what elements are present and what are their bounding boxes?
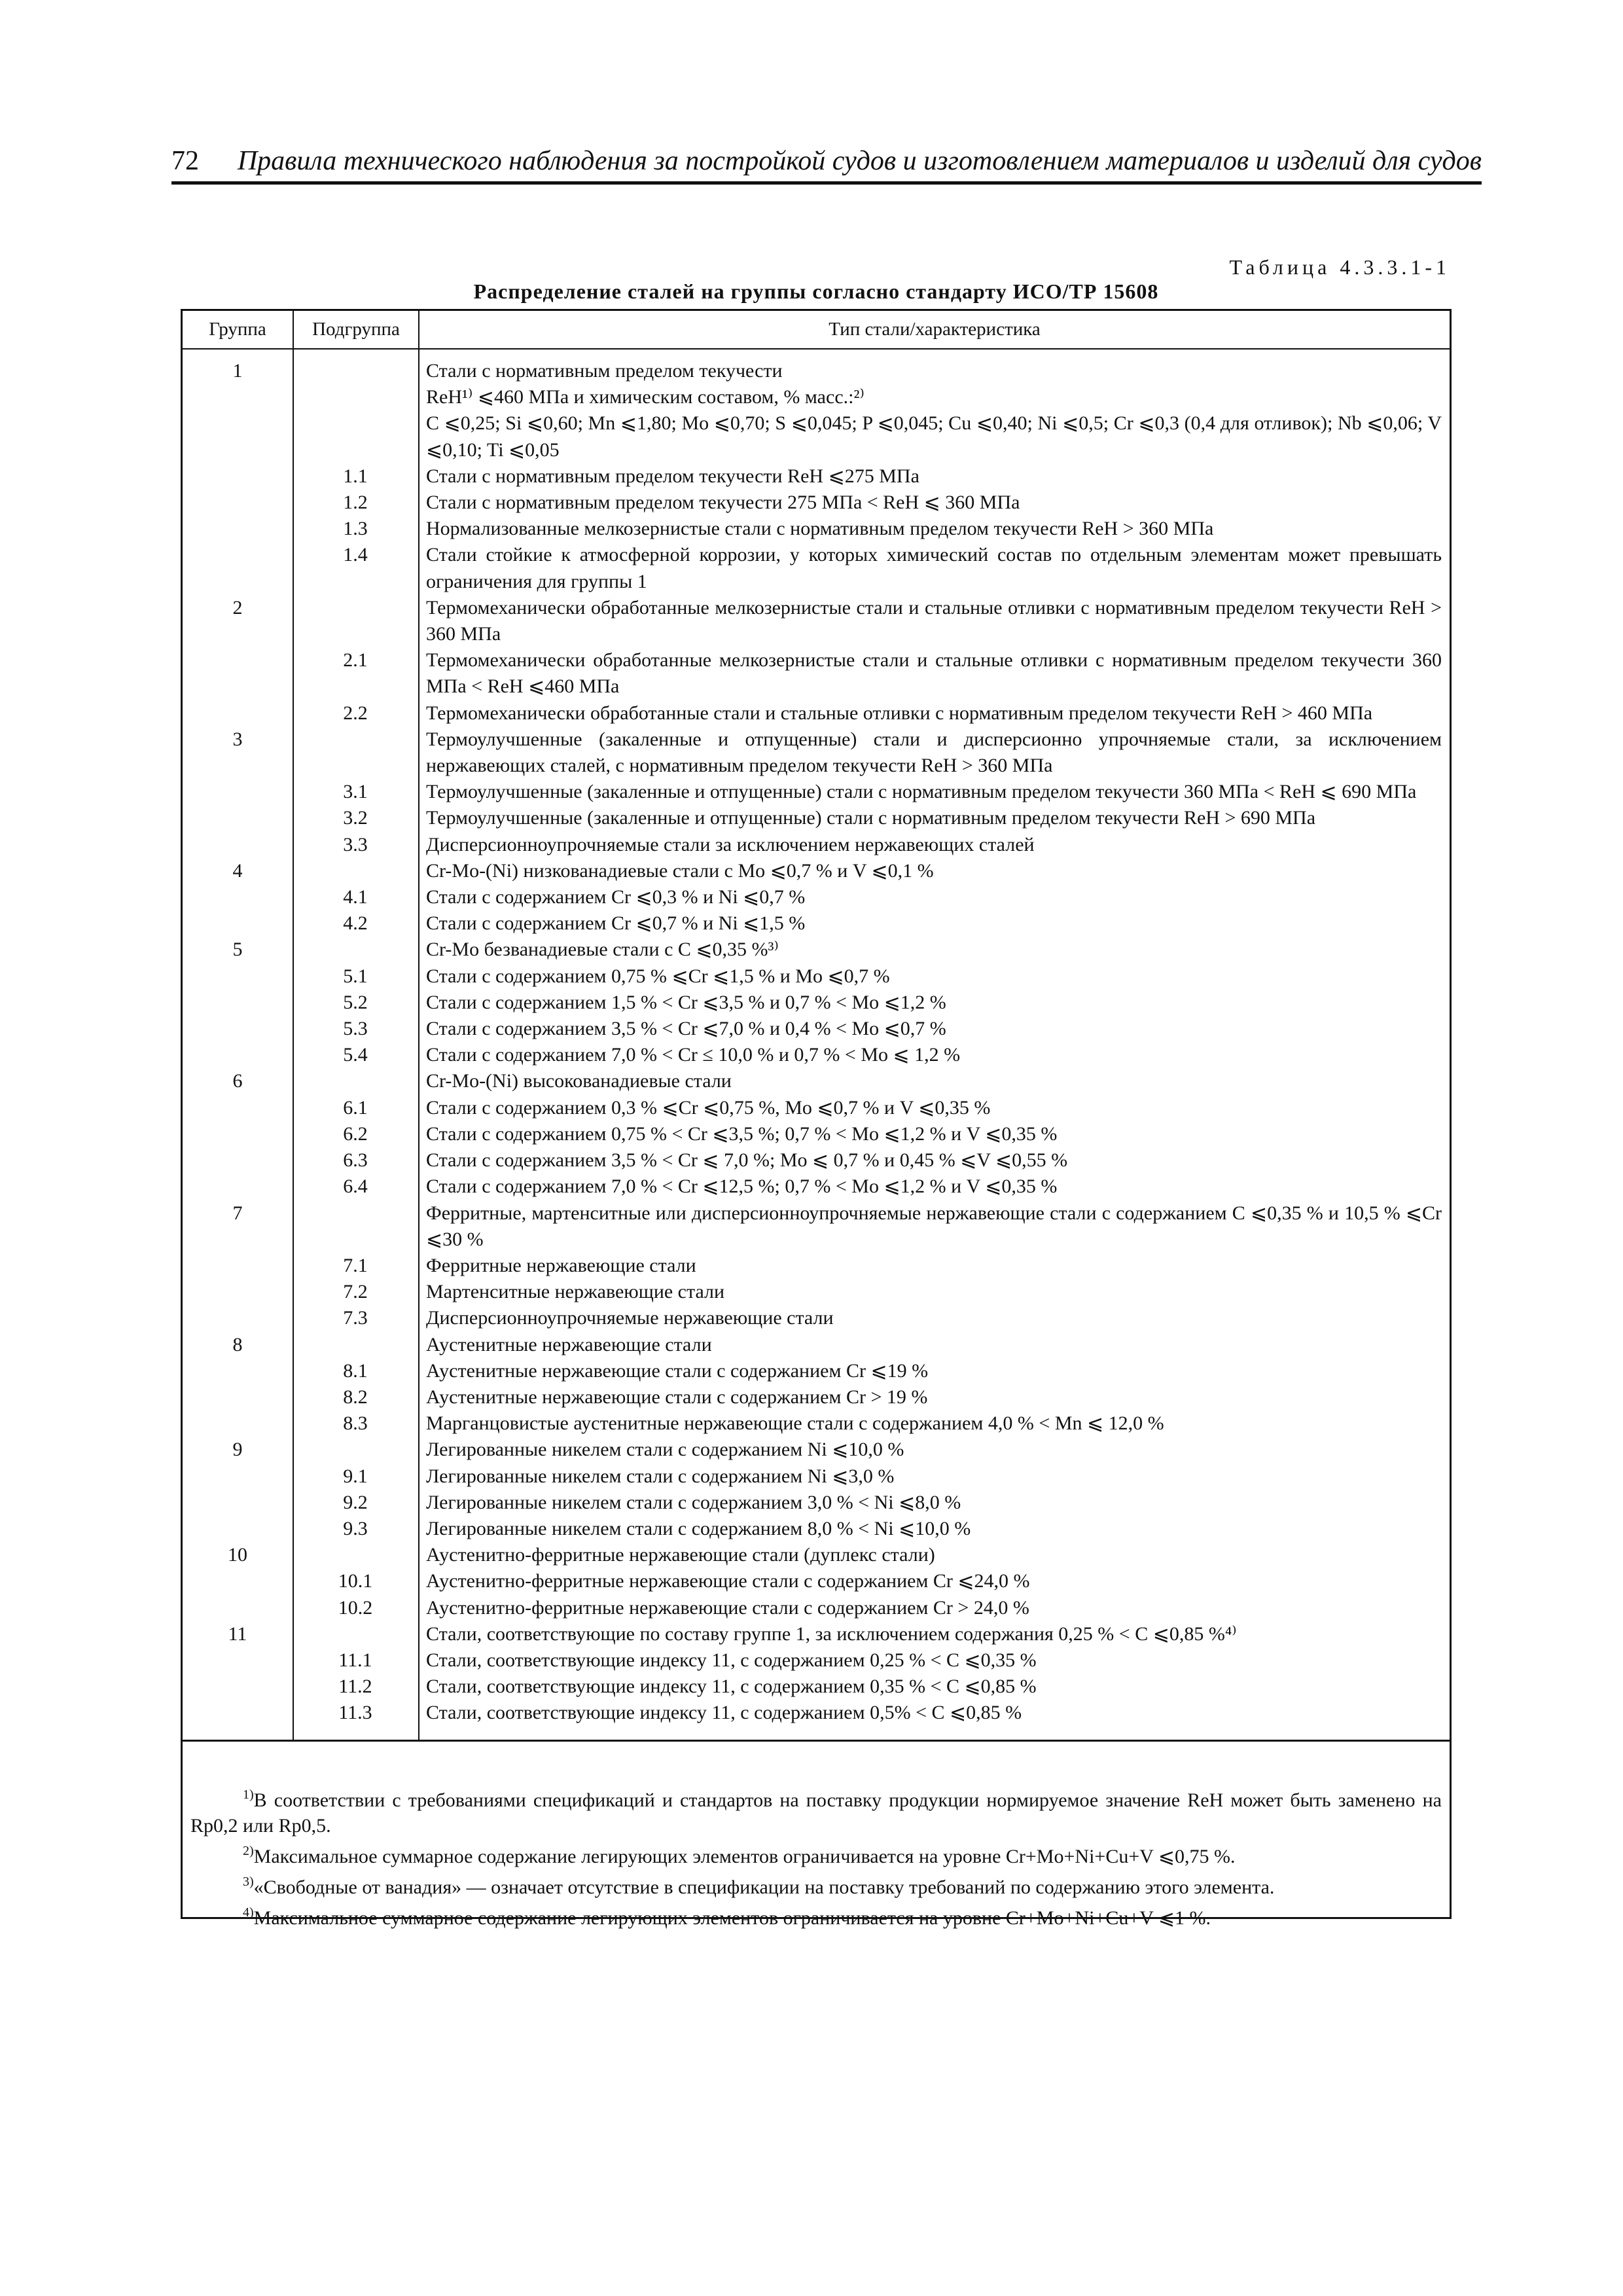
table-title: Распределение сталей на группы согласно стандарту ИСО/ТР 15608 — [473, 279, 1159, 303]
cell-type — [418, 1042, 1450, 1068]
cell-subgroup: 6.4 — [343, 1175, 368, 1198]
cell-text-line: Ферритные, мартенситные или дисперсионноупрочняемые нержавеющие стали с содержанием C ⩽0,35 % и 10,5 % ⩽Cr ⩽30 % — [426, 1202, 1442, 1250]
cell-subgroup: 11.3 — [338, 1702, 372, 1724]
cell-group — [183, 990, 293, 1016]
cell-text-line: Термомеханически обработанные мелкозернистые стали и стальные отливки с нормативным пределом текучести 360 МПа < ReH ⩽460 МПа — [426, 649, 1442, 698]
cell-text-line: Стали, соответствующие индексу 11, с содержанием 0,35 % < C ⩽0,85 % — [426, 1676, 1037, 1698]
table-row — [183, 1674, 1450, 1700]
cell-subgroup: 3.3 — [343, 833, 368, 855]
footnote-text: Максимальное суммарное содержание легирующих элементов ограничивается на уровне Cr+Mo+Ni+Cu+V ⩽1 %. — [253, 1907, 1211, 1929]
cell-group: 9 — [232, 1439, 243, 1461]
table-row — [183, 1568, 1450, 1594]
table-row — [183, 1121, 1450, 1147]
cell-text-line: ReH¹⁾ ⩽460 МПа и химическим составом, % масс.:²⁾ — [426, 386, 865, 408]
cell-text-line: Стали, соответствующие по составу группе 1, за исключением содержания 0,25 % < C ⩽0,85 %⁴⁾ — [426, 1623, 1237, 1645]
table-row — [183, 805, 1450, 831]
cell-subgroup: 7.2 — [343, 1281, 368, 1303]
table-row — [183, 1621, 1450, 1647]
table-row — [183, 1332, 1450, 1358]
cell-type — [418, 1674, 1450, 1700]
cell-subgroup: 6.3 — [343, 1149, 368, 1172]
table-row — [183, 1068, 1450, 1094]
cell-group — [183, 463, 293, 490]
cell-group — [183, 1121, 293, 1147]
cell-type — [418, 805, 1450, 831]
cell-type — [418, 1147, 1450, 1174]
table-row — [183, 726, 1450, 779]
cell-text-line: Стали с нормативным пределом текучести 275 МПа < ReH ⩽ 360 МПа — [426, 492, 1020, 514]
cell-type — [418, 542, 1450, 594]
cell-type — [418, 858, 1450, 884]
cell-group — [183, 832, 293, 858]
table-row — [183, 595, 1450, 647]
cell-group — [183, 1647, 293, 1674]
cell-subgroup — [293, 1542, 418, 1568]
cell-group — [183, 1490, 293, 1516]
cell-subgroup: 5.2 — [343, 991, 368, 1013]
table-row — [183, 1279, 1450, 1305]
cell-text-line: Аустенитные нержавеющие стали с содержанием Cr ⩽19 % — [426, 1359, 929, 1382]
cell-text-line: Легированные никелем стали с содержанием Ni ⩽10,0 % — [426, 1439, 904, 1461]
cell-subgroup: 5.4 — [343, 1044, 368, 1066]
cell-group: 2 — [232, 596, 243, 619]
table-row — [183, 700, 1450, 726]
table-row — [183, 516, 1450, 542]
cell-type — [418, 1621, 1450, 1647]
cell-subgroup: 10.1 — [338, 1570, 373, 1592]
cell-text-line: Термомеханически обработанные стали и стальные отливки с нормативным пределом текучести ReH > 460 МПа — [426, 702, 1373, 724]
cell-text-line: Ферритные нержавеющие стали — [426, 1254, 696, 1276]
cell-subgroup: 1.4 — [343, 544, 368, 566]
cell-group — [183, 884, 293, 910]
cell-subgroup — [293, 937, 418, 963]
table-row — [183, 542, 1450, 594]
footnote — [190, 1839, 1442, 1869]
table-row — [183, 1042, 1450, 1068]
cell-type — [418, 1332, 1450, 1358]
cell-subgroup — [293, 1621, 418, 1647]
cell-text-line: Стали с содержанием 7,0 % < Cr ≤ 10,0 % и 0,7 % < Mo ⩽ 1,2 % — [426, 1044, 961, 1066]
cell-type — [418, 726, 1450, 779]
cell-group — [183, 1516, 293, 1542]
cell-subgroup: 7.3 — [343, 1307, 368, 1329]
cell-subgroup: 9.1 — [343, 1465, 368, 1487]
footnote-mark: 3) — [243, 1874, 254, 1889]
cell-subgroup: 1.1 — [343, 465, 368, 487]
cell-type — [418, 990, 1450, 1016]
cell-text-line: Легированные никелем стали с содержанием 8,0 % < Ni ⩽10,0 % — [426, 1517, 971, 1539]
cell-text-line: Стали, соответствующие индексу 11, с содержанием 0,25 % < C ⩽0,35 % — [426, 1649, 1037, 1671]
cell-type — [418, 1279, 1450, 1305]
cell-type — [418, 1542, 1450, 1568]
cell-text-line: Стали с содержанием Cr ⩽0,7 % и Ni ⩽1,5 % — [426, 912, 806, 935]
cell-text-line: Стали с содержанием 3,5 % < Cr ⩽ 7,0 %; Mo ⩽ 0,7 % и 0,45 % ⩽V ⩽0,55 % — [426, 1149, 1068, 1172]
cell-subgroup: 8.1 — [343, 1359, 368, 1382]
cell-subgroup — [293, 1068, 418, 1094]
cell-type — [418, 1253, 1450, 1279]
cell-text-line: Стали с содержанием 0,75 % < Cr ⩽3,5 %; 0,7 % < Mo ⩽1,2 % и V ⩽0,35 % — [426, 1122, 1058, 1145]
cell-text-line: Cr-Mo-(Ni) высокованадиевые стали — [426, 1070, 732, 1092]
running-title: Правила технического наблюдения за постройкой судов и изготовлением материалов и изделий для судов — [237, 146, 1482, 176]
cell-type — [418, 832, 1450, 858]
cell-type — [418, 595, 1450, 647]
cell-group — [183, 1410, 293, 1437]
cell-group — [183, 1384, 293, 1410]
cell-group — [183, 1674, 293, 1700]
cell-subgroup: 6.1 — [343, 1096, 368, 1119]
cell-text-line: Мартенситные нержавеющие стали — [426, 1281, 725, 1303]
table-row — [183, 1147, 1450, 1174]
cell-group — [183, 1700, 293, 1726]
cell-text-line: Легированные никелем стали с содержанием Ni ⩽3,0 % — [426, 1465, 895, 1487]
cell-group: 7 — [232, 1202, 243, 1224]
cell-group — [183, 1174, 293, 1200]
cell-group: 3 — [232, 728, 243, 750]
cell-type — [418, 1647, 1450, 1674]
cell-subgroup: 2.1 — [343, 649, 368, 672]
footnote-text: Максимальное суммарное содержание легирующих элементов ограничивается на уровне Cr+Mo+Ni+Cu+V ⩽0,75 %. — [253, 1846, 1236, 1867]
cell-type — [418, 1121, 1450, 1147]
cell-text-line: Стали с содержанием 0,3 % ⩽Cr ⩽0,75 %, Mo ⩽0,7 % и V ⩽0,35 % — [426, 1096, 991, 1119]
table-row — [183, 963, 1450, 990]
cell-text-line: Аустенитно-ферритные нержавеющие стали (дуплекс стали) — [426, 1544, 935, 1566]
cell-group — [183, 647, 293, 700]
cell-text-line: Термомеханически обработанные мелкозернистые стали и стальные отливки с нормативным пределом текучести ReH > 360 МПа — [426, 596, 1442, 645]
table-label: Таблица 4.3.3.1-1 — [1229, 255, 1450, 279]
cell-group: 4 — [232, 859, 243, 882]
cell-group — [183, 1042, 293, 1068]
cell-subgroup — [293, 1200, 418, 1253]
cell-text-line: Легированные никелем стали с содержанием 3,0 % < Ni ⩽8,0 % — [426, 1491, 961, 1513]
cell-subgroup — [293, 595, 418, 647]
cell-subgroup: 1.2 — [343, 492, 368, 514]
cell-type — [418, 1516, 1450, 1542]
cell-type — [418, 1410, 1450, 1437]
table-row — [183, 1305, 1450, 1331]
column-header-group: Группа — [209, 319, 266, 340]
cell-group — [183, 1568, 293, 1594]
cell-type — [418, 1490, 1450, 1516]
cell-subgroup — [293, 358, 418, 463]
cell-type — [418, 937, 1450, 963]
table-row — [183, 490, 1450, 516]
table-row — [183, 647, 1450, 700]
cell-group — [183, 805, 293, 831]
table-row — [183, 1490, 1450, 1516]
cell-subgroup — [293, 726, 418, 779]
table-row — [183, 1384, 1450, 1410]
cell-group: 11 — [228, 1623, 247, 1645]
cell-group — [183, 779, 293, 805]
table-row — [183, 1253, 1450, 1279]
cell-subgroup — [293, 858, 418, 884]
cell-text-line: Стали, соответствующие индексу 11, с содержанием 0,5% < C ⩽0,85 % — [426, 1702, 1022, 1724]
table-body — [183, 358, 1450, 1727]
cell-text-line: Нормализованные мелкозернистые стали с нормативным пределом текучести ReH > 360 МПа — [426, 518, 1214, 540]
cell-group — [183, 1595, 293, 1621]
footnote-text: В соответствии с требованиями спецификаций и стандартов на поставку продукции нормируемое значение ReH может быть заменено на Rp0,2 или Rp0,5. — [190, 1789, 1442, 1837]
table-row — [183, 832, 1450, 858]
page-number: 72 — [171, 146, 199, 176]
table-row — [183, 1542, 1450, 1568]
cell-text-line: Стали с содержанием 3,5 % < Cr ⩽7,0 % и 0,4 % < Mo ⩽0,7 % — [426, 1018, 946, 1040]
cell-type — [418, 1568, 1450, 1594]
cell-type — [418, 463, 1450, 490]
table-row — [183, 937, 1450, 963]
table-row — [183, 1595, 1450, 1621]
cell-group: 1 — [232, 360, 243, 382]
table-row — [183, 358, 1450, 463]
cell-group: 5 — [232, 939, 243, 961]
footnote-divider — [183, 1740, 1450, 1742]
cell-subgroup: 9.3 — [343, 1517, 368, 1539]
cell-type — [418, 1174, 1450, 1200]
table-row — [183, 1174, 1450, 1200]
footnote — [190, 1782, 1442, 1839]
table-row — [183, 1410, 1450, 1437]
cell-group — [183, 1147, 293, 1174]
table-row — [183, 1200, 1450, 1253]
footnote-mark: 2) — [243, 1844, 254, 1858]
cell-type — [418, 1595, 1450, 1621]
cell-subgroup: 3.1 — [343, 781, 368, 803]
footnote-mark: 1) — [243, 1787, 254, 1802]
footnote — [190, 1900, 1442, 1931]
cell-group — [183, 1253, 293, 1279]
cell-text-line: C ⩽0,25; Si ⩽0,60; Mn ⩽1,80; Mo ⩽0,70; S ⩽0,045; P ⩽0,045; Cu ⩽0,40; Ni ⩽0,5; Cr ⩽0,3 (0,4 для отливок); Nb ⩽0,06; V ⩽0,10; Ti ⩽0,05 — [426, 412, 1442, 461]
cell-text-line: Аустенитные нержавеющие стали — [426, 1333, 712, 1355]
cell-type — [418, 516, 1450, 542]
cell-subgroup: 8.3 — [343, 1412, 368, 1435]
cell-group — [183, 1279, 293, 1305]
table-row — [183, 1095, 1450, 1121]
cell-subgroup: 6.2 — [343, 1122, 368, 1145]
table-row — [183, 1647, 1450, 1674]
cell-text-line: Стали с нормативным пределом текучести — [426, 360, 783, 382]
cell-type — [418, 1095, 1450, 1121]
cell-text-line: Дисперсионноупрочняемые стали за исключением нержавеющих сталей — [426, 833, 1035, 855]
steel-groups-table — [181, 309, 1452, 1929]
cell-type — [418, 490, 1450, 516]
cell-text-line: Cr-Mo-(Ni) низкованадиевые стали с Mo ⩽0,7 % и V ⩽0,1 % — [426, 859, 934, 882]
table-row — [183, 990, 1450, 1016]
cell-text-line: Аустенитно-ферритные нержавеющие стали с содержанием Cr > 24,0 % — [426, 1596, 1029, 1619]
page-header — [171, 143, 1482, 185]
cell-subgroup — [293, 1437, 418, 1463]
column-header-subgroup: Подгруппа — [312, 319, 400, 340]
cell-subgroup: 10.2 — [338, 1596, 373, 1619]
cell-text-line: Термоулучшенные (закаленные и отпущенные) стали и дисперсионно упрочняемые стали, за исключением нержавеющих сталей, с нормативным пределом текучести ReH > 360 МПа — [426, 728, 1442, 777]
cell-type — [418, 1700, 1450, 1726]
cell-subgroup: 9.2 — [343, 1491, 368, 1513]
cell-type — [418, 1016, 1450, 1042]
cell-group — [183, 1095, 293, 1121]
cell-type — [418, 779, 1450, 805]
cell-group — [183, 1016, 293, 1042]
footnote-mark: 4) — [243, 1905, 254, 1920]
cell-group — [183, 910, 293, 937]
cell-group — [183, 516, 293, 542]
cell-text-line: Стали с содержанием Cr ⩽0,3 % и Ni ⩽0,7 % — [426, 886, 806, 908]
cell-type — [418, 910, 1450, 937]
table-row — [183, 463, 1450, 490]
cell-text-line: Стали стойкие к атмосферной коррозии, у которых химический состав по отдельным элементам может превышать ограничения для группы 1 — [426, 544, 1442, 592]
footnote — [190, 1869, 1442, 1900]
cell-subgroup: 3.2 — [343, 807, 368, 829]
table-row — [183, 858, 1450, 884]
cell-type — [418, 1068, 1450, 1094]
cell-text-line: Термоулучшенные (закаленные и отпущенные) стали с нормативным пределом текучести 360 МПа < ReH ⩽ 690 МПа — [426, 781, 1417, 803]
cell-subgroup: 5.3 — [343, 1018, 368, 1040]
column-header-type: Тип стали/характеристика — [829, 319, 1041, 340]
cell-text-line: Стали с нормативным пределом текучести ReH ⩽275 МПа — [426, 465, 919, 487]
table-row — [183, 1516, 1450, 1542]
cell-subgroup — [293, 1332, 418, 1358]
header-divider — [183, 348, 1450, 350]
cell-group: 6 — [232, 1070, 243, 1092]
footnote-text: «Свободные от ванадия» — означает отсутствие в спецификации на поставку требований по содержанию этого элемента. — [253, 1876, 1275, 1898]
cell-text-line: Марганцовистые аустенитные нержавеющие стали с содержанием 4,0 % < Mn ⩽ 12,0 % — [426, 1412, 1164, 1435]
header-rule — [171, 181, 1482, 185]
cell-group — [183, 1358, 293, 1384]
cell-type — [418, 1437, 1450, 1463]
cell-subgroup: 11.1 — [338, 1649, 372, 1671]
cell-type — [418, 1463, 1450, 1490]
table-row — [183, 1700, 1450, 1726]
cell-text-line: Стали с содержанием 7,0 % < Cr ⩽12,5 %; 0,7 % < Mo ⩽1,2 % и V ⩽0,35 % — [426, 1175, 1058, 1198]
cell-subgroup: 2.2 — [343, 702, 368, 724]
table-row — [183, 1016, 1450, 1042]
cell-subgroup: 11.2 — [338, 1676, 372, 1698]
cell-group — [183, 1463, 293, 1490]
cell-type — [418, 647, 1450, 700]
cell-group — [183, 700, 293, 726]
cell-text-line: Стали с содержанием 1,5 % < Cr ⩽3,5 % и 0,7 % < Mo ⩽1,2 % — [426, 991, 946, 1013]
cell-type — [418, 1200, 1450, 1253]
table-row — [183, 1358, 1450, 1384]
cell-subgroup: 8.2 — [343, 1386, 368, 1408]
cell-text-line: Стали с содержанием 0,75 % ⩽Cr ⩽1,5 % и Mo ⩽0,7 % — [426, 965, 890, 987]
cell-text-line: Аустенитно-ферритные нержавеющие стали с содержанием Cr ⩽24,0 % — [426, 1570, 1030, 1592]
cell-type — [418, 963, 1450, 990]
cell-text-line: Дисперсионноупрочняемые нержавеющие стали — [426, 1307, 834, 1329]
footnotes — [183, 1751, 1450, 1931]
cell-type — [418, 1384, 1450, 1410]
cell-group — [183, 542, 293, 594]
cell-subgroup: 1.3 — [343, 518, 368, 540]
cell-type — [418, 1305, 1450, 1331]
table-row — [183, 779, 1450, 805]
cell-text-line: Термоулучшенные (закаленные и отпущенные) стали с нормативным пределом текучести ReH > 690 МПа — [426, 807, 1316, 829]
table-row — [183, 1437, 1450, 1463]
cell-text-line: Аустенитные нержавеющие стали с содержанием Cr > 19 % — [426, 1386, 928, 1408]
cell-group — [183, 963, 293, 990]
cell-subgroup: 4.1 — [343, 886, 368, 908]
table-row — [183, 910, 1450, 937]
cell-group: 10 — [228, 1544, 247, 1566]
table-row — [183, 1463, 1450, 1490]
cell-type — [418, 1358, 1450, 1384]
cell-group: 8 — [232, 1333, 243, 1355]
cell-group — [183, 490, 293, 516]
table-row — [183, 884, 1450, 910]
cell-subgroup: 5.1 — [343, 965, 368, 987]
cell-subgroup: 4.2 — [343, 912, 368, 935]
cell-group — [183, 1305, 293, 1331]
cell-subgroup: 7.1 — [343, 1254, 368, 1276]
cell-type — [418, 884, 1450, 910]
cell-text-line: Cr-Mo безванадиевые стали с C ⩽0,35 %³⁾ — [426, 939, 779, 961]
cell-type — [418, 700, 1450, 726]
cell-type — [418, 358, 1450, 463]
